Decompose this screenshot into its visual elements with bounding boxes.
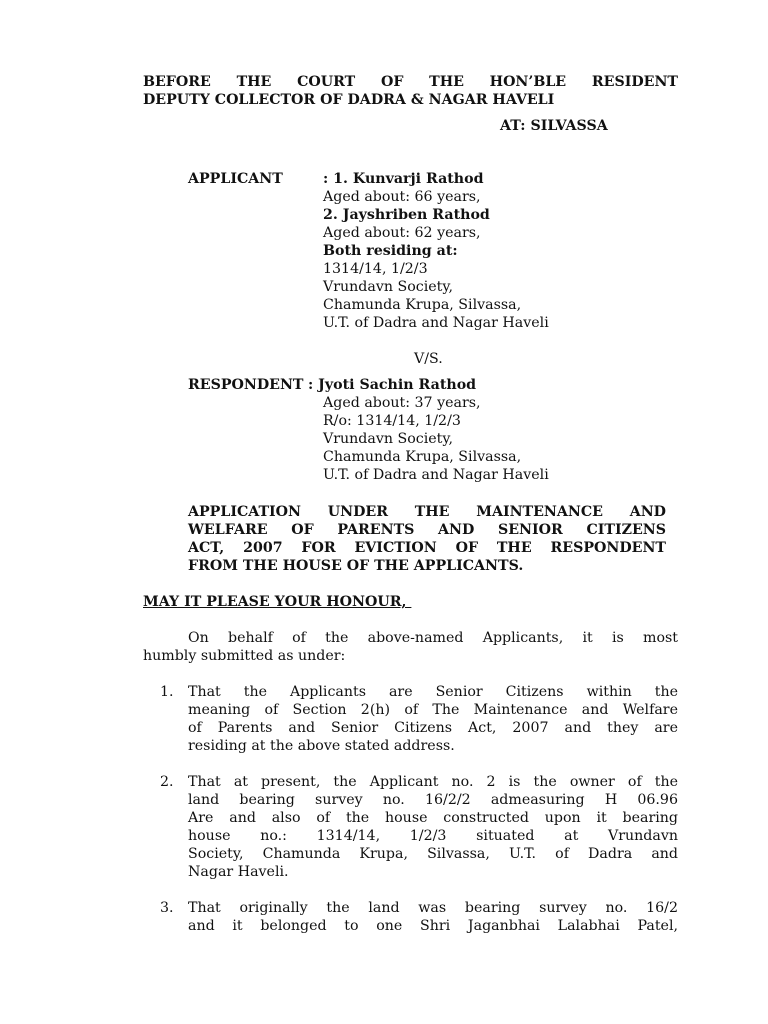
applicant-label: APPLICANT	[188, 171, 283, 187]
paragraph-line: of Parents and Senior Citizens Act, 2007 and they are	[188, 720, 678, 736]
applicant-address-4: U.T. of Dadra and Nagar Haveli	[323, 315, 549, 331]
applicant-name-1: : 1. Kunvarji Rathod	[323, 171, 484, 187]
respondent-address-2: Vrundavn Society,	[323, 431, 453, 447]
applicant-address-3: Chamunda Krupa, Silvassa,	[323, 297, 522, 313]
respondent-address-4: U.T. of Dadra and Nagar Haveli	[323, 467, 549, 483]
applicant-address-1: 1314/14, 1/2/3	[323, 261, 428, 277]
title-line-3: ACT, 2007 FOR EVICTION OF THE RESPONDENT	[188, 540, 666, 556]
salutation: MAY IT PLEASE YOUR HONOUR,	[143, 594, 412, 610]
respondent-address-3: Chamunda Krupa, Silvassa,	[323, 449, 522, 465]
paragraph-line: and it belonged to one Shri Jaganbhai Lalabhai Patel,	[188, 918, 678, 934]
paragraph-line: residing at the above stated address.	[188, 738, 455, 754]
paragraph-line: That at present, the Applicant no. 2 is the owner of the	[188, 774, 678, 790]
paragraph-line: house no.: 1314/14, 1/2/3 situated at Vrundavn	[188, 828, 678, 844]
respondent-age: Aged about: 37 years,	[323, 395, 481, 411]
applicant-address-2: Vrundavn Society,	[323, 279, 453, 295]
paragraph-line: land bearing survey no. 16/2/2 admeasuring H 06.96	[188, 792, 678, 808]
respondent-address-1: R/o: 1314/14, 1/2/3	[323, 413, 461, 429]
intro-paragraph	[143, 629, 678, 665]
paragraph-line: That originally the land was bearing survey no. 16/2	[188, 900, 678, 916]
title-line-1: APPLICATION UNDER THE MAINTENANCE AND	[188, 504, 666, 520]
heading-line-2: DEPUTY COLLECTOR OF DADRA & NAGAR HAVELI	[143, 92, 555, 108]
intro-line-1: On behalf of the above-named Applicants, it is most	[188, 630, 678, 646]
applicant-age-1: Aged about: 66 years,	[323, 189, 481, 205]
application-title	[188, 503, 666, 575]
applicant-name-2: 2. Jayshriben Rathod	[323, 207, 490, 223]
versus-label: V/S.	[414, 351, 443, 367]
paragraph-number: 3.	[160, 900, 174, 916]
respondent-name: : Jyoti Sachin Rathod	[308, 377, 477, 393]
court-heading	[143, 73, 678, 109]
applicant-residing: Both residing at:	[323, 243, 458, 259]
respondent-label: RESPONDENT	[188, 377, 304, 393]
title-line-2: WELFARE OF PARENTS AND SENIOR CITIZENS	[188, 522, 666, 538]
paragraph-line: That the Applicants are Senior Citizens within the	[188, 684, 678, 700]
applicant-age-2: Aged about: 62 years,	[323, 225, 481, 241]
paragraph-number: 1.	[160, 684, 174, 700]
paragraph-line: Society, Chamunda Krupa, Silvassa, U.T. of Dadra and	[188, 846, 678, 862]
heading-location: AT: SILVASSA	[500, 118, 608, 134]
paragraph-number: 2.	[160, 774, 174, 790]
title-line-4: FROM THE HOUSE OF THE APPLICANTS.	[188, 558, 524, 574]
paragraph-line: meaning of Section 2(h) of The Maintenance and Welfare	[188, 702, 678, 718]
paragraph-line: Are and also of the house constructed upon it bearing	[188, 810, 678, 826]
intro-line-2: humbly submitted as under:	[143, 648, 346, 664]
paragraph-line: Nagar Haveli.	[188, 864, 289, 880]
heading-line-1: BEFORE THE COURT OF THE HON’BLE RESIDENT	[143, 74, 678, 90]
